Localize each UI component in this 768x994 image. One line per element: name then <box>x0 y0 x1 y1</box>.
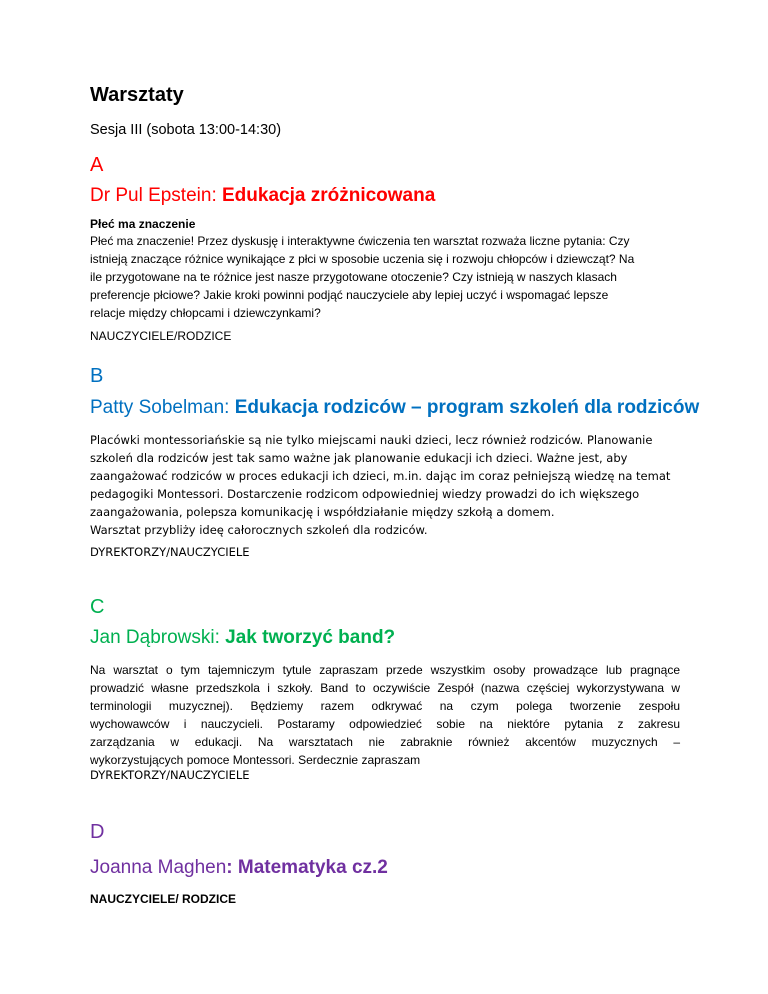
workshop-c-line: zarządzania w edukacji. Na warsztatach nie zabraknie również akcentów muzycznych – <box>90 735 680 749</box>
workshop-d-topic: : Matematyka cz.2 <box>226 857 388 878</box>
workshop-b-topic: Edukacja rodziców – program szkoleń dla rodziców <box>234 397 700 418</box>
workshop-c-line: Na warsztat o tym tajemniczym tytule zapraszam przede wszystkim osoby prowadzące lub pragnące <box>90 663 680 677</box>
workshop-b-letter: B <box>90 365 104 387</box>
workshop-b-speaker: Patty Sobelman: <box>90 397 235 418</box>
workshop-c-heading <box>90 627 395 649</box>
workshop-a-line: relacje między chłopcami i dziewczynkami? <box>90 306 321 320</box>
workshop-a-speaker: Dr Pul Epstein: <box>90 185 222 206</box>
workshop-a-audience: NAUCZYCIELE/RODZICE <box>90 329 232 343</box>
workshop-b-heading <box>90 397 699 419</box>
workshop-d-heading <box>90 857 388 879</box>
workshop-b-audience: DYREKTORZY/NAUCZYCIELE <box>90 545 250 559</box>
workshop-c-letter: C <box>90 596 105 618</box>
workshop-b-line: pedagogiki Montessori. Dostarczenie rodzicom odpowiedniej wiedzy prowadzi do ich większego <box>90 487 640 501</box>
workshop-d-letter: D <box>90 821 105 843</box>
workshop-c-speaker: Jan Dąbrowski: <box>90 627 226 648</box>
workshop-c-line: prowadzić własne przedszkola i szkoły. Band to oczywiście Zespół (nazwa częściej wykorzystywana w <box>90 681 680 695</box>
workshop-a-line: preferencje płciowe? Jakie kroki powinni podjąć nauczyciele aby lepiej uczyć i wspomagać lepsze <box>90 288 609 302</box>
page-title: Warsztaty <box>90 84 184 106</box>
workshop-c-line: wychowawców i nauczycieli. Postaramy odpowiedzieć sobie na niektóre pytania z zakresu <box>90 717 680 731</box>
workshop-a-description <box>90 232 634 322</box>
workshop-c-line: terminologii muzycznej). Będziemy razem odkrywać na czym polega tworzenie zespołu <box>90 699 680 713</box>
workshop-b-line: Warsztat przybliży ideę całorocznych szkoleń dla rodziców. <box>90 523 428 537</box>
workshop-c-audience: DYREKTORZY/NAUCZYCIELE <box>90 768 250 782</box>
workshop-a-heading <box>90 185 435 207</box>
workshop-d-audience: NAUCZYCIELE/ RODZICE <box>90 892 237 906</box>
workshop-b-line: zaangażowania, polepsza komunikację i współdziałanie między szkołą a domem. <box>90 505 555 519</box>
workshop-a-line: istnieją znaczące różnice wynikające z płci w sposobie uczenia się i rozwoju chłopców i dziewcząt? Na <box>90 252 635 266</box>
workshop-a-subtitle: Płeć ma znaczenie <box>90 217 196 231</box>
workshop-b-description <box>90 431 670 539</box>
workshop-a-line: Płeć ma znaczenie! Przez dyskusję i interaktywne ćwiczenia ten warsztat rozważa liczne pytania: Czy <box>90 234 630 248</box>
session-info: Sesja III (sobota 13:00-14:30) <box>90 122 282 138</box>
workshop-a-line: ile przygotowane na te różnice jest nasze przygotowane otoczenie? Czy istnieją w naszych klasach <box>90 270 617 284</box>
workshop-c-topic: Jak tworzyć band? <box>225 627 396 648</box>
workshop-a-topic: Edukacja zróżnicowana <box>222 185 436 206</box>
workshop-b-line: Placówki montessoriańskie są nie tylko miejscami nauki dzieci, lecz również rodziców. Planowanie <box>90 433 653 447</box>
workshop-c-line: wykorzystujących pomoce Montessori. Serdecznie zapraszam <box>90 753 421 767</box>
workshop-d-speaker: Joanna Maghen <box>90 857 227 878</box>
workshop-a-letter: A <box>90 154 104 176</box>
workshop-b-line: zaangażować rodziców w proces edukacji ich dzieci, m.in. dając im coraz pełniejszą wiedzę na temat <box>90 469 671 483</box>
workshop-b-line: szkoleń dla rodziców jest tak samo ważne jak planowanie edukacji ich dzieci. Ważne jest, aby <box>90 451 628 465</box>
workshop-c-description <box>90 661 680 769</box>
